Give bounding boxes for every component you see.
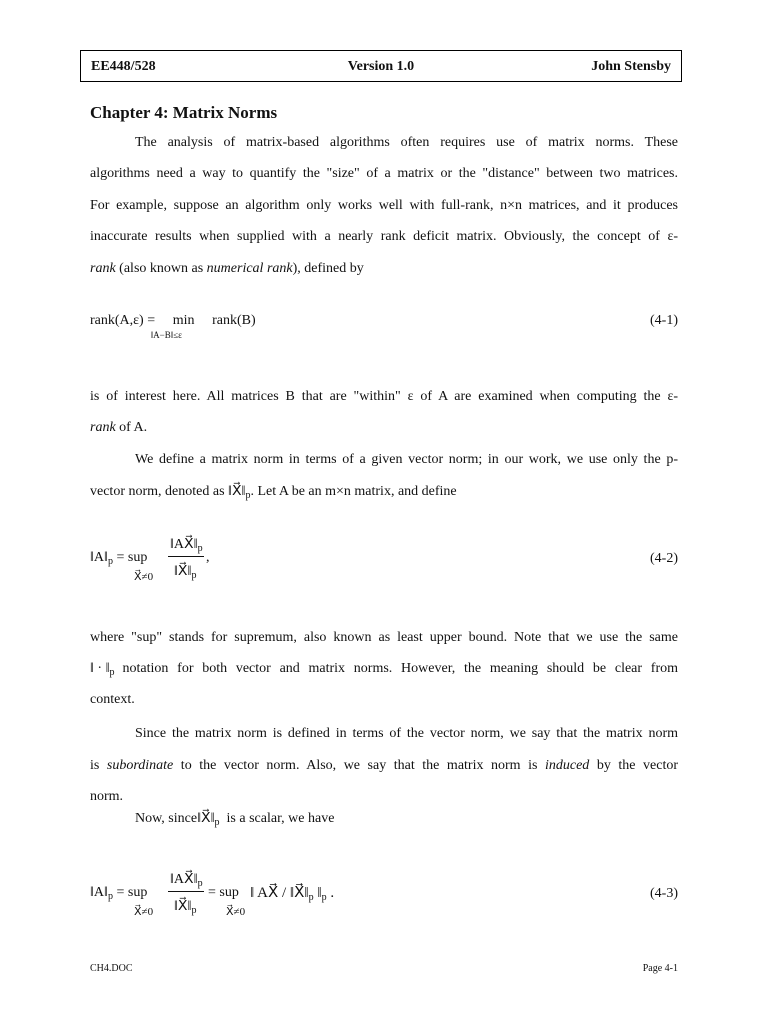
paragraph-line: norm.: [90, 789, 124, 804]
footer-doc-name: CH4.DOC: [90, 963, 133, 974]
equation-number: (4-1): [650, 313, 678, 328]
header-box: [80, 50, 682, 82]
paragraph-line: rank (also known as numerical rank), defined by: [90, 261, 364, 276]
paragraph-line: Now, $since‖X⃗‖_p$ is a scalar, we have: [135, 811, 335, 828]
paragraph-line: algorithms need a way to quantify the "size" of a matrix or the "distance" between two matrices.: [90, 166, 678, 181]
equation-number: (4-2): [650, 551, 678, 566]
equation-number: (4-3): [650, 886, 678, 901]
equation-4-3: $‖A‖_p$ = sup X⃗≠0 $‖AX⃗‖_p$ $‖X⃗‖_p$ = sup X⃗≠0 ‖ AX⃗ / $‖X⃗‖_p$ $‖_p$ .: [90, 872, 335, 918]
footer-page-number: Page 4-1: [642, 963, 678, 974]
paragraph-line: is subordinate to the vector norm. Also, we say that the matrix norm is induced by the vector: [90, 758, 679, 773]
paragraph-line: The analysis of matrix-based algorithms often requires use of matrix norms. These: [135, 135, 678, 150]
paragraph-line: inaccurate results when supplied with a nearly rank deficit matrix. Obviously, the concept of ε-: [90, 229, 678, 244]
paragraph-line: For example, suppose an algorithm only works well with full-rank, n×n matrices, and it produces: [90, 198, 678, 213]
chapter-title: Chapter 4: Matrix Norms: [90, 103, 278, 122]
paragraph-line: is of interest here. All matrices B that are "within" ε of A are examined when computing the ε-: [90, 389, 678, 404]
course-code: EE448/528: [91, 59, 156, 74]
equation-4-2: $‖A‖_p$ = sup X⃗≠0 $‖AX⃗‖_p$ $‖X⃗‖_p$ ,: [90, 537, 210, 583]
paragraph-line: where "sup" stands for supremum, also known as least upper bound. Note that we use the same: [90, 630, 678, 645]
paragraph-line: context.: [90, 692, 135, 707]
paragraph-line: Since the matrix norm is defined in terms of the vector norm, we say that the matrix norm: [135, 726, 678, 741]
author-name: John Stensby: [591, 59, 671, 74]
equation-4-1: rank(A,ε) = min ‖A−B‖≤ε rank(B): [90, 313, 256, 340]
paragraph-line: vector norm, denoted as $‖X⃗‖_p$. Let A be an m×n matrix, and define: [90, 484, 457, 501]
paragraph-line: rank of A.: [90, 420, 148, 435]
version-label: Version 1.0: [347, 59, 415, 74]
paragraph-line: ‖ · $‖_p$ notation for both vector and matrix norms. However, the meaning should be clear from: [90, 661, 678, 678]
paragraph-line: We define a matrix norm in terms of a given vector norm; in our work, we use only the p-: [135, 452, 678, 467]
